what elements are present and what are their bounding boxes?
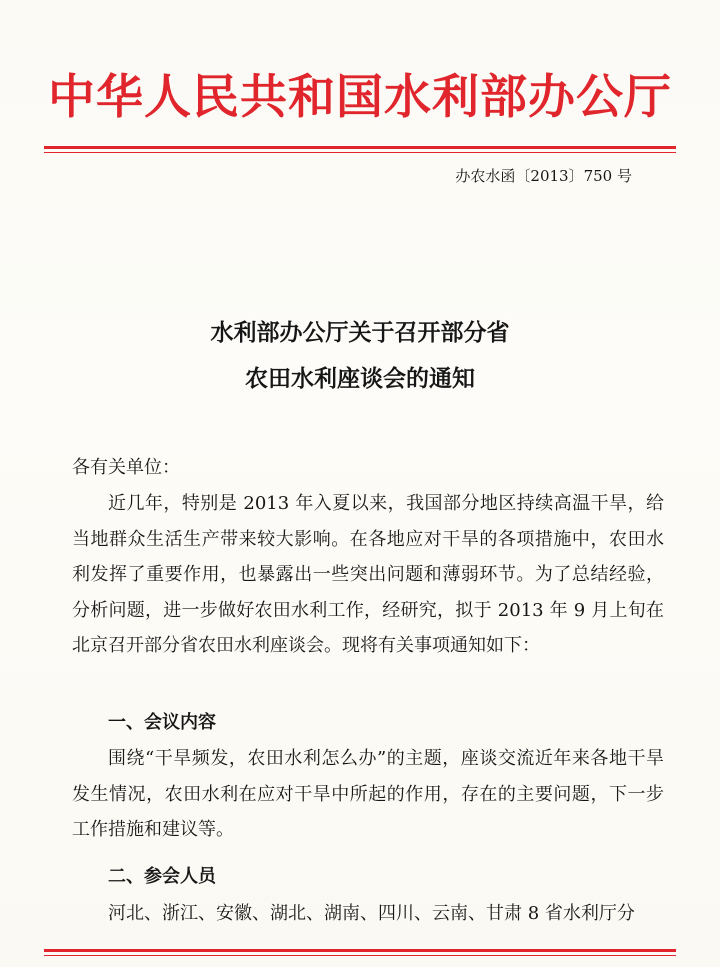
document-title-line2: 农田水利座谈会的通知 — [245, 365, 475, 392]
letterhead-rule-thin — [44, 152, 676, 153]
section2-heading: 二、参会人员 — [108, 866, 216, 887]
section2-paragraph: 河北、浙江、安徽、湖北、湖南、四川、云南、甘肃 8 省水利厅分 — [108, 903, 635, 924]
document-title-line1: 水利部办公厅关于召开部分省 — [210, 319, 510, 346]
document-number: 办农水函〔2013〕750 号 — [455, 167, 632, 185]
salutation: 各有关单位： — [72, 457, 180, 478]
letterhead-title: 中华人民共和国水利部办公厅 — [48, 70, 672, 125]
footer-rule-thick — [44, 949, 676, 952]
intro-paragraph: 近几年，特别是 2013 年入夏以来，我国部分地区持续高温干旱，给当地群众生活生产带来较大影响。在各地应对干旱的各项措施中，农田水利发挥了重要作用，也暴露出一些突出问题和薄弱环节。为了总结经验，分析问题，进一步做好农田水利工作，经研究，拟于 2013 年 9 月上旬在北京召开部分省农田水利座谈会。现将有关事项通知如下： — [72, 493, 664, 656]
footer-rule-thin — [44, 955, 676, 956]
section1-paragraph: 围绕“干旱频发，农田水利怎么办”的主题，座谈交流近年来各地干旱发生情况，农田水利在应对干旱中所起的作用，存在的主要问题，下一步工作措施和建议等。 — [72, 748, 664, 840]
letterhead-rule-thick — [44, 146, 676, 149]
section1-heading: 一、会议内容 — [108, 712, 216, 733]
